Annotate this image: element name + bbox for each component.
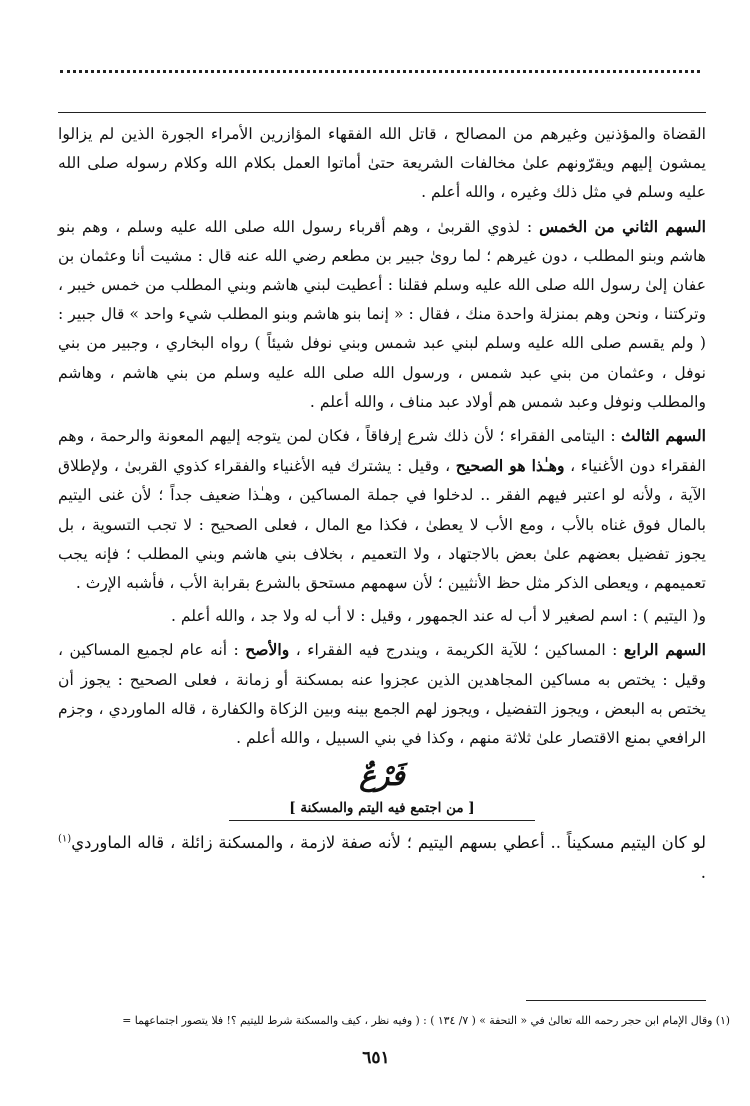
fara-title: فَرْعٌ <box>359 759 405 793</box>
paragraph-fourth-share: السهم الرابع : المساكين ؛ للآية الكريمة ، ويندرج فيه الفقراء ، والأصح : أنه عام لجميع المساكين ، وقيل : يختص به مساكين المجاهدين الذين عجزوا عنه بمسكنة أو زمانة ، فعلى الصحيح : يجوز أن يختص به البعض ، ويجوز التفضيل ، ويجوز لهم الجمع بينه وبين الزكاة والكفارة ، قاله الماوردي ، وجزم الرافعي بمنع الاقتصار علىٰ ثلاثة منهم ، وكذا في بني السبيل ، والله أعلم . <box>58 640 706 748</box>
footnote-rule <box>526 1000 706 1001</box>
footnote: (١) وقال الإمام ابن حجر رحمه الله تعالىٰ في « التحفة » ( ٧/ ١٣٤ ) : ( وفيه نظر ، كيف والمسكنة شرط لليتيم ؟! فلا يتصور اجتماعهما = <box>122 1014 730 1027</box>
header-dotted-rule <box>60 70 700 73</box>
heading-second-share: السهم الثاني من الخمس <box>539 216 706 236</box>
paragraph-1: القضاة والمؤذنين وغيرهم من المصالح ، قاتل الله الفقهاء المؤازرين الأمراء الجورة الذين لم يزالوا يمشون إليهم ويقرّونهم علىٰ مخالفات الشريعة حتىٰ أماتوا العمل بكلام الله وكلام رسوله صلى الله عليه وسلم في مثل ذلك وغيره ، والله أعلم . <box>58 125 706 202</box>
paragraph-second-share: السهم الثاني من الخمس : لذوي القربىٰ ، وهم أقرباء رسول الله صلى الله عليه وسلم ، وهم بنو هاشم وبنو المطلب ، دون غيرهم ؛ لما روىٰ جبير بن مطعم رضي الله عنه قال : مشيت أنا وعثمان بن عفان إلىٰ رسول الله صلى الله عليه وسلم فقلنا : أعطيت لبني هاشم وبني المطلب من خمس خيبر ، وتركتنا ، ونحن وهم بمنزلة واحدة منك ، فقال : « إنما بنو هاشم وبنو المطلب شيء واحد » قال جبير : ( ولم يقسم صلى الله عليه وسلم لبني عبد شمس وبني نوفل شيئاً ) رواه البخاري ، وجبير من بني نوفل ، وعثمان من بني عبد شمس ، ورسول الله صلى الله عليه وسلم من بني هاشم ، وهاشم والمطلب ونوفل وعبد شمس هم أولاد عبد مناف ، والله أعلم . <box>58 216 706 411</box>
main-text <box>58 120 706 888</box>
fara-subtitle: [ من اجتمع فيه اليتم والمسكنة ] <box>229 798 534 821</box>
paragraph-orphan-poor: لو كان اليتيم مسكيناً .. أعطي بسهم اليتيم ؛ لأنه صفة لازمة ، والمسكنة زائلة ، قاله الماوردي$^{(١)}$ . <box>58 833 706 883</box>
paragraph-third-share: السهم الثالث : اليتامى الفقراء ؛ لأن ذلك شرع إرفاقاً ، فكان لمن يتوجه إليهم المعونة والرحمة ، وهم الفقراء دون الأغنياء ، وهـٰذا هو الصحيح ، وقيل : يشترك فيه الأغنياء والفقراء كذوي القربىٰ ، ولإطلاق الآية ، ولأنه لو اعتبر فيهم الفقر .. لدخلوا في جملة المساكين ، وهـٰذا ضعيف جداً ؛ لأن غنى اليتيم بالمال فوق غناه بالأب ، ومع الأب لا يعطىٰ ، فكذا مع المال ، فعلى الصحيح : لا تجب التسوية ، بل يجوز تفضيل بعضهم علىٰ بعض بالاجتهاد ، ولا التعميم ، بخلاف بني هاشم وبني المطلب ؛ فإنه يجب تعميمهم ، ويعطى الذكر مثل حظ الأنثيين ؛ لأن سهمهم مستحق بالشرع بقرابة الأب ، فأشبه الإرث . <box>58 426 707 593</box>
heading-fourth-share: السهم الرابع <box>623 640 706 660</box>
paragraph-orphan-definition: و( اليتيم ) : اسم لصغير لا أب له عند الجمهور ، وقيل : لا أب له ولا جد ، والله أعلم . <box>171 607 706 626</box>
header-rule <box>58 112 706 113</box>
subsection-heading <box>58 759 706 822</box>
book-page <box>40 0 730 1106</box>
footnote-ref: (١) <box>58 833 72 845</box>
heading-third-share: السهم الثالث <box>620 426 706 446</box>
page-number: ٦٥١ <box>362 1048 390 1068</box>
